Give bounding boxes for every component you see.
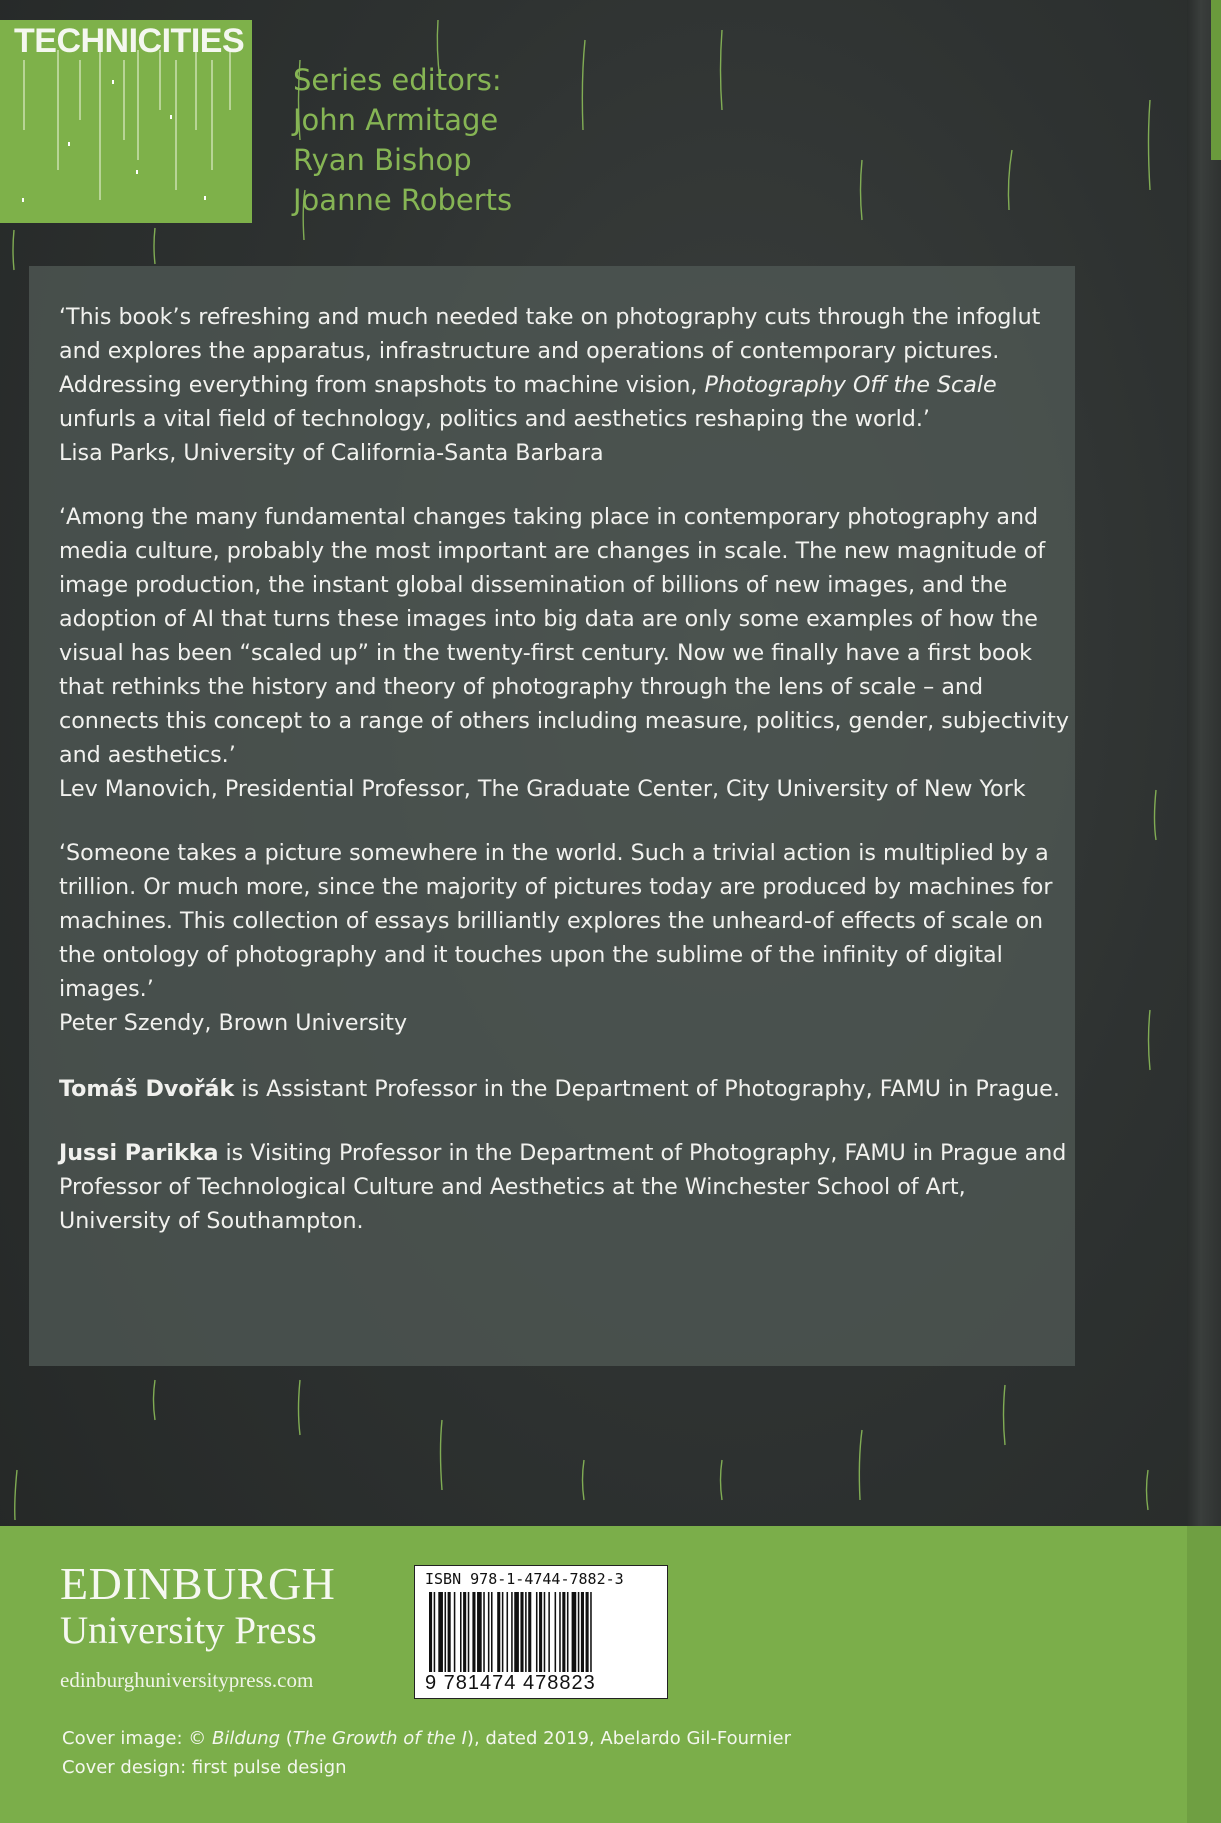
barcode-bars	[423, 1592, 659, 1684]
barcode-bar	[429, 1592, 432, 1676]
barcode-bar	[502, 1592, 504, 1676]
barcode-bar	[472, 1592, 475, 1676]
barcode-bar	[528, 1592, 531, 1676]
barcode-bar	[559, 1592, 561, 1676]
author-bio-text: is Assistant Professor in the Department of Photography, FAMU in Prague.	[234, 1076, 1060, 1102]
blurb-attribution: Peter Szendy, Brown University	[59, 1010, 408, 1036]
barcode-bar	[507, 1592, 509, 1676]
author-name: Jussi Parikka	[59, 1140, 219, 1166]
artwork-title: Bildung	[212, 1728, 281, 1749]
cover-design-credit: Cover design: first pulse design	[62, 1757, 347, 1778]
barcode-bar	[586, 1592, 589, 1676]
series-logo	[0, 20, 252, 223]
barcode-bar	[536, 1592, 538, 1676]
barcode-bar	[511, 1592, 513, 1676]
isbn-label: ISBN 978-1-4744-7882-3	[425, 1570, 624, 1588]
barcode-bar	[567, 1592, 569, 1676]
spine-bottom	[1187, 1526, 1221, 1823]
barcode-bar	[578, 1592, 580, 1676]
barcode-number: 9 781474 478823	[425, 1672, 596, 1694]
publisher-name: EDINBURGH	[60, 1558, 336, 1609]
barcode-bar	[463, 1592, 466, 1676]
series-editors-heading: Series editors:	[293, 63, 502, 97]
barcode-bar	[525, 1592, 527, 1676]
barcode-bar	[488, 1592, 490, 1676]
editor-name: Joanne Roberts	[293, 183, 513, 217]
series-editors	[293, 60, 512, 220]
barcode-bar	[491, 1592, 493, 1676]
author-bio	[59, 1136, 1069, 1238]
barcode-bar	[497, 1592, 500, 1676]
barcode-bar	[468, 1592, 470, 1676]
credit-text: ), dated 2019, Abelardo Gil-Fournier	[466, 1728, 792, 1749]
back-cover-text	[59, 300, 1069, 1238]
barcode-bar	[438, 1592, 443, 1676]
book-title: Photography Off the Scale	[704, 372, 997, 398]
blurb-quote-text: ‘This book’s refreshing and much needed take on photography cuts through the infoglut and explores the apparatus, infrastructure and operations of contemporary pictures. Addressing everything from snapshots to machine vision,	[59, 304, 1041, 398]
series-logo-text: TECHNICITIES	[14, 22, 245, 60]
blurb-quote	[59, 300, 1069, 436]
editor-name: Ryan Bishop	[293, 143, 472, 177]
barcode-bar	[544, 1592, 546, 1676]
cover-credits	[62, 1724, 791, 1782]
barcode-bar	[581, 1592, 584, 1676]
barcode-bar	[483, 1592, 485, 1676]
barcode-bar	[445, 1592, 447, 1676]
blurb-attribution: Lisa Parks, University of California-Santa Barbara	[59, 440, 604, 466]
publisher-subname: University Press	[60, 1609, 317, 1652]
artwork-subtitle: The Growth of the I	[292, 1728, 467, 1749]
editor-name: John Armitage	[293, 103, 499, 137]
author-name: Tomáš Dvořák	[59, 1076, 235, 1102]
barcode-bar	[590, 1592, 592, 1676]
credit-text: (	[280, 1728, 293, 1749]
barcode-bar	[562, 1592, 565, 1676]
barcode-bar	[454, 1592, 456, 1676]
cover-image-credit	[62, 1724, 791, 1753]
blurb-attribution: Lev Manovich, Presidential Professor, The Graduate Center, City University of New York	[59, 776, 1026, 802]
publisher-url: edinburghuniversitypress.com	[60, 1668, 314, 1692]
barcode-bar	[460, 1592, 462, 1676]
barcode-bar	[434, 1592, 436, 1676]
barcode-bar	[555, 1592, 557, 1676]
barcode-bar	[520, 1592, 523, 1676]
isbn-barcode	[414, 1565, 668, 1699]
blurb-quote-text: unfurls a vital field of technology, politics and aesthetics reshaping the world.’	[59, 406, 930, 432]
barcode-bar	[448, 1592, 451, 1676]
author-bio-text: is Visiting Professor in the Department of Photography, FAMU in Prague and Professor of Technological Culture and Aesthetics at the Winchester School of Art, University of Southampton.	[59, 1140, 1067, 1234]
barcode-bar	[572, 1592, 577, 1676]
author-bio	[59, 1072, 1069, 1106]
barcode-bar	[539, 1592, 542, 1676]
barcode-bar	[514, 1592, 519, 1676]
blurb-quote: ‘Among the many fundamental changes taking place in contemporary photography and media culture, probably the most important are changes in scale. The new magnitude of image production, the instant global dissemination of billions of new images, and the adoption of AI that turns these images into big data are only some examples of how the visual has been “scaled up” in the twenty-first century. Now we finally have a first book that rethinks the history and theory of photography through the lens of scale – and connects this concept to a range of others including measure, politics, gender, subjectivity and aesthetics.’	[59, 504, 1069, 768]
barcode-bar	[477, 1592, 482, 1676]
blurb-quote: ‘Someone takes a picture somewhere in the world. Such a trivial action is multiplied by a trillion. Or much more, since the majority of pictures today are produced by machines for machines. This collection of essays brilliantly explores the unheard-of effects of scale on the ontology of photography and it touches upon the sublime of the infinity of digital images.’	[59, 840, 1053, 1002]
credit-text: Cover image: ©	[62, 1728, 213, 1749]
barcode-bar	[548, 1592, 550, 1676]
